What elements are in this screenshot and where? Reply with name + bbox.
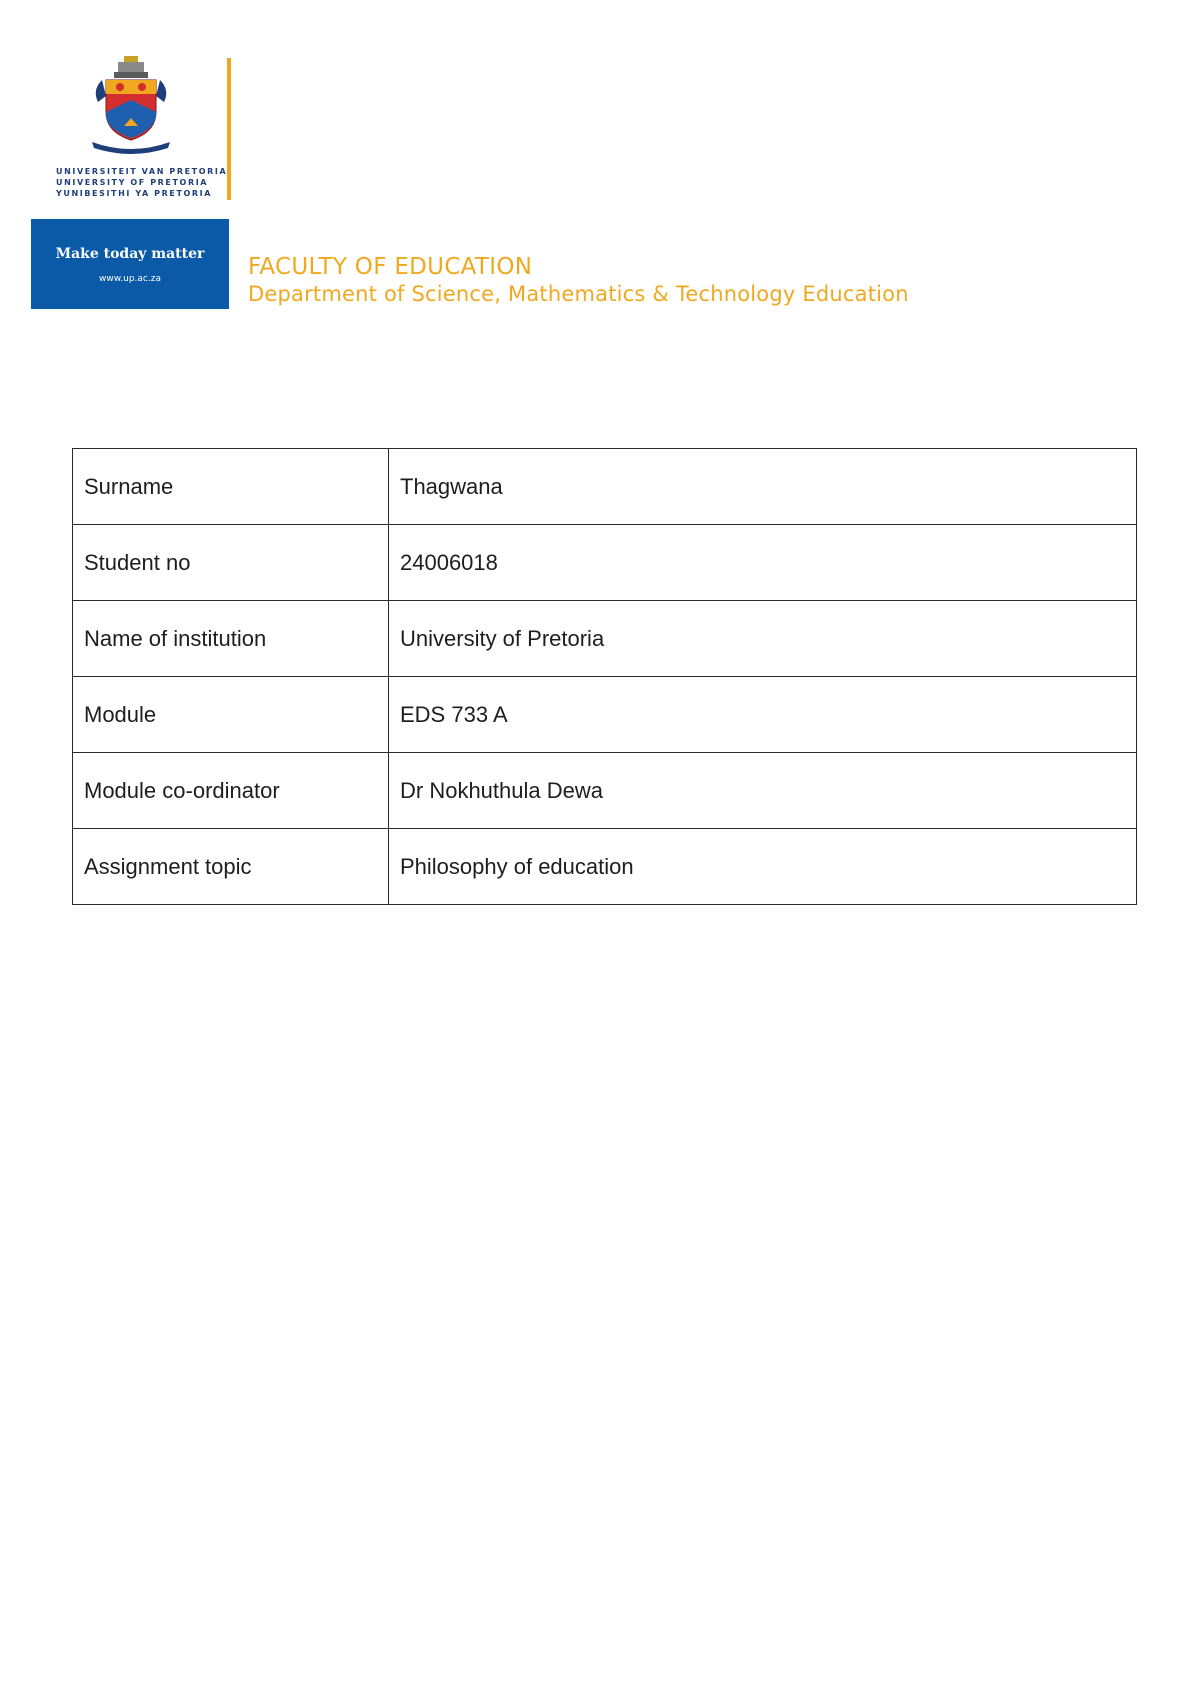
slogan-box	[31, 219, 229, 309]
table-row	[73, 525, 1137, 601]
row-value: Philosophy of education	[389, 829, 1137, 905]
row-value: EDS 733 A	[389, 677, 1137, 753]
logo-text-sepedi: YUNIBESITHI YA PRETORIA	[56, 189, 213, 198]
university-crest-logo	[84, 56, 178, 158]
table-row	[73, 449, 1137, 525]
row-label: Student no	[73, 525, 389, 601]
table-row	[73, 677, 1137, 753]
student-details-table	[72, 448, 1137, 905]
logo-text-afrikaans: UNIVERSITEIT VAN PRETORIA	[56, 167, 228, 176]
row-label: Surname	[73, 449, 389, 525]
faculty-title: FACULTY OF EDUCATION	[248, 254, 533, 280]
department-title: Department of Science, Mathematics & Technology Education	[248, 282, 909, 306]
row-value: University of Pretoria	[389, 601, 1137, 677]
row-label: Name of institution	[73, 601, 389, 677]
table-row	[73, 753, 1137, 829]
table-row	[73, 601, 1137, 677]
row-label: Module co-ordinator	[73, 753, 389, 829]
website-url: www.up.ac.za	[99, 274, 161, 284]
row-value: Thagwana	[389, 449, 1137, 525]
slogan-text: Make today matter	[55, 246, 205, 262]
table-row	[73, 829, 1137, 905]
logo-text-english: UNIVERSITY OF PRETORIA	[56, 178, 209, 187]
gold-divider	[227, 58, 231, 200]
row-label: Module	[73, 677, 389, 753]
row-label: Assignment topic	[73, 829, 389, 905]
row-value: 24006018	[389, 525, 1137, 601]
row-value: Dr Nokhuthula Dewa	[389, 753, 1137, 829]
